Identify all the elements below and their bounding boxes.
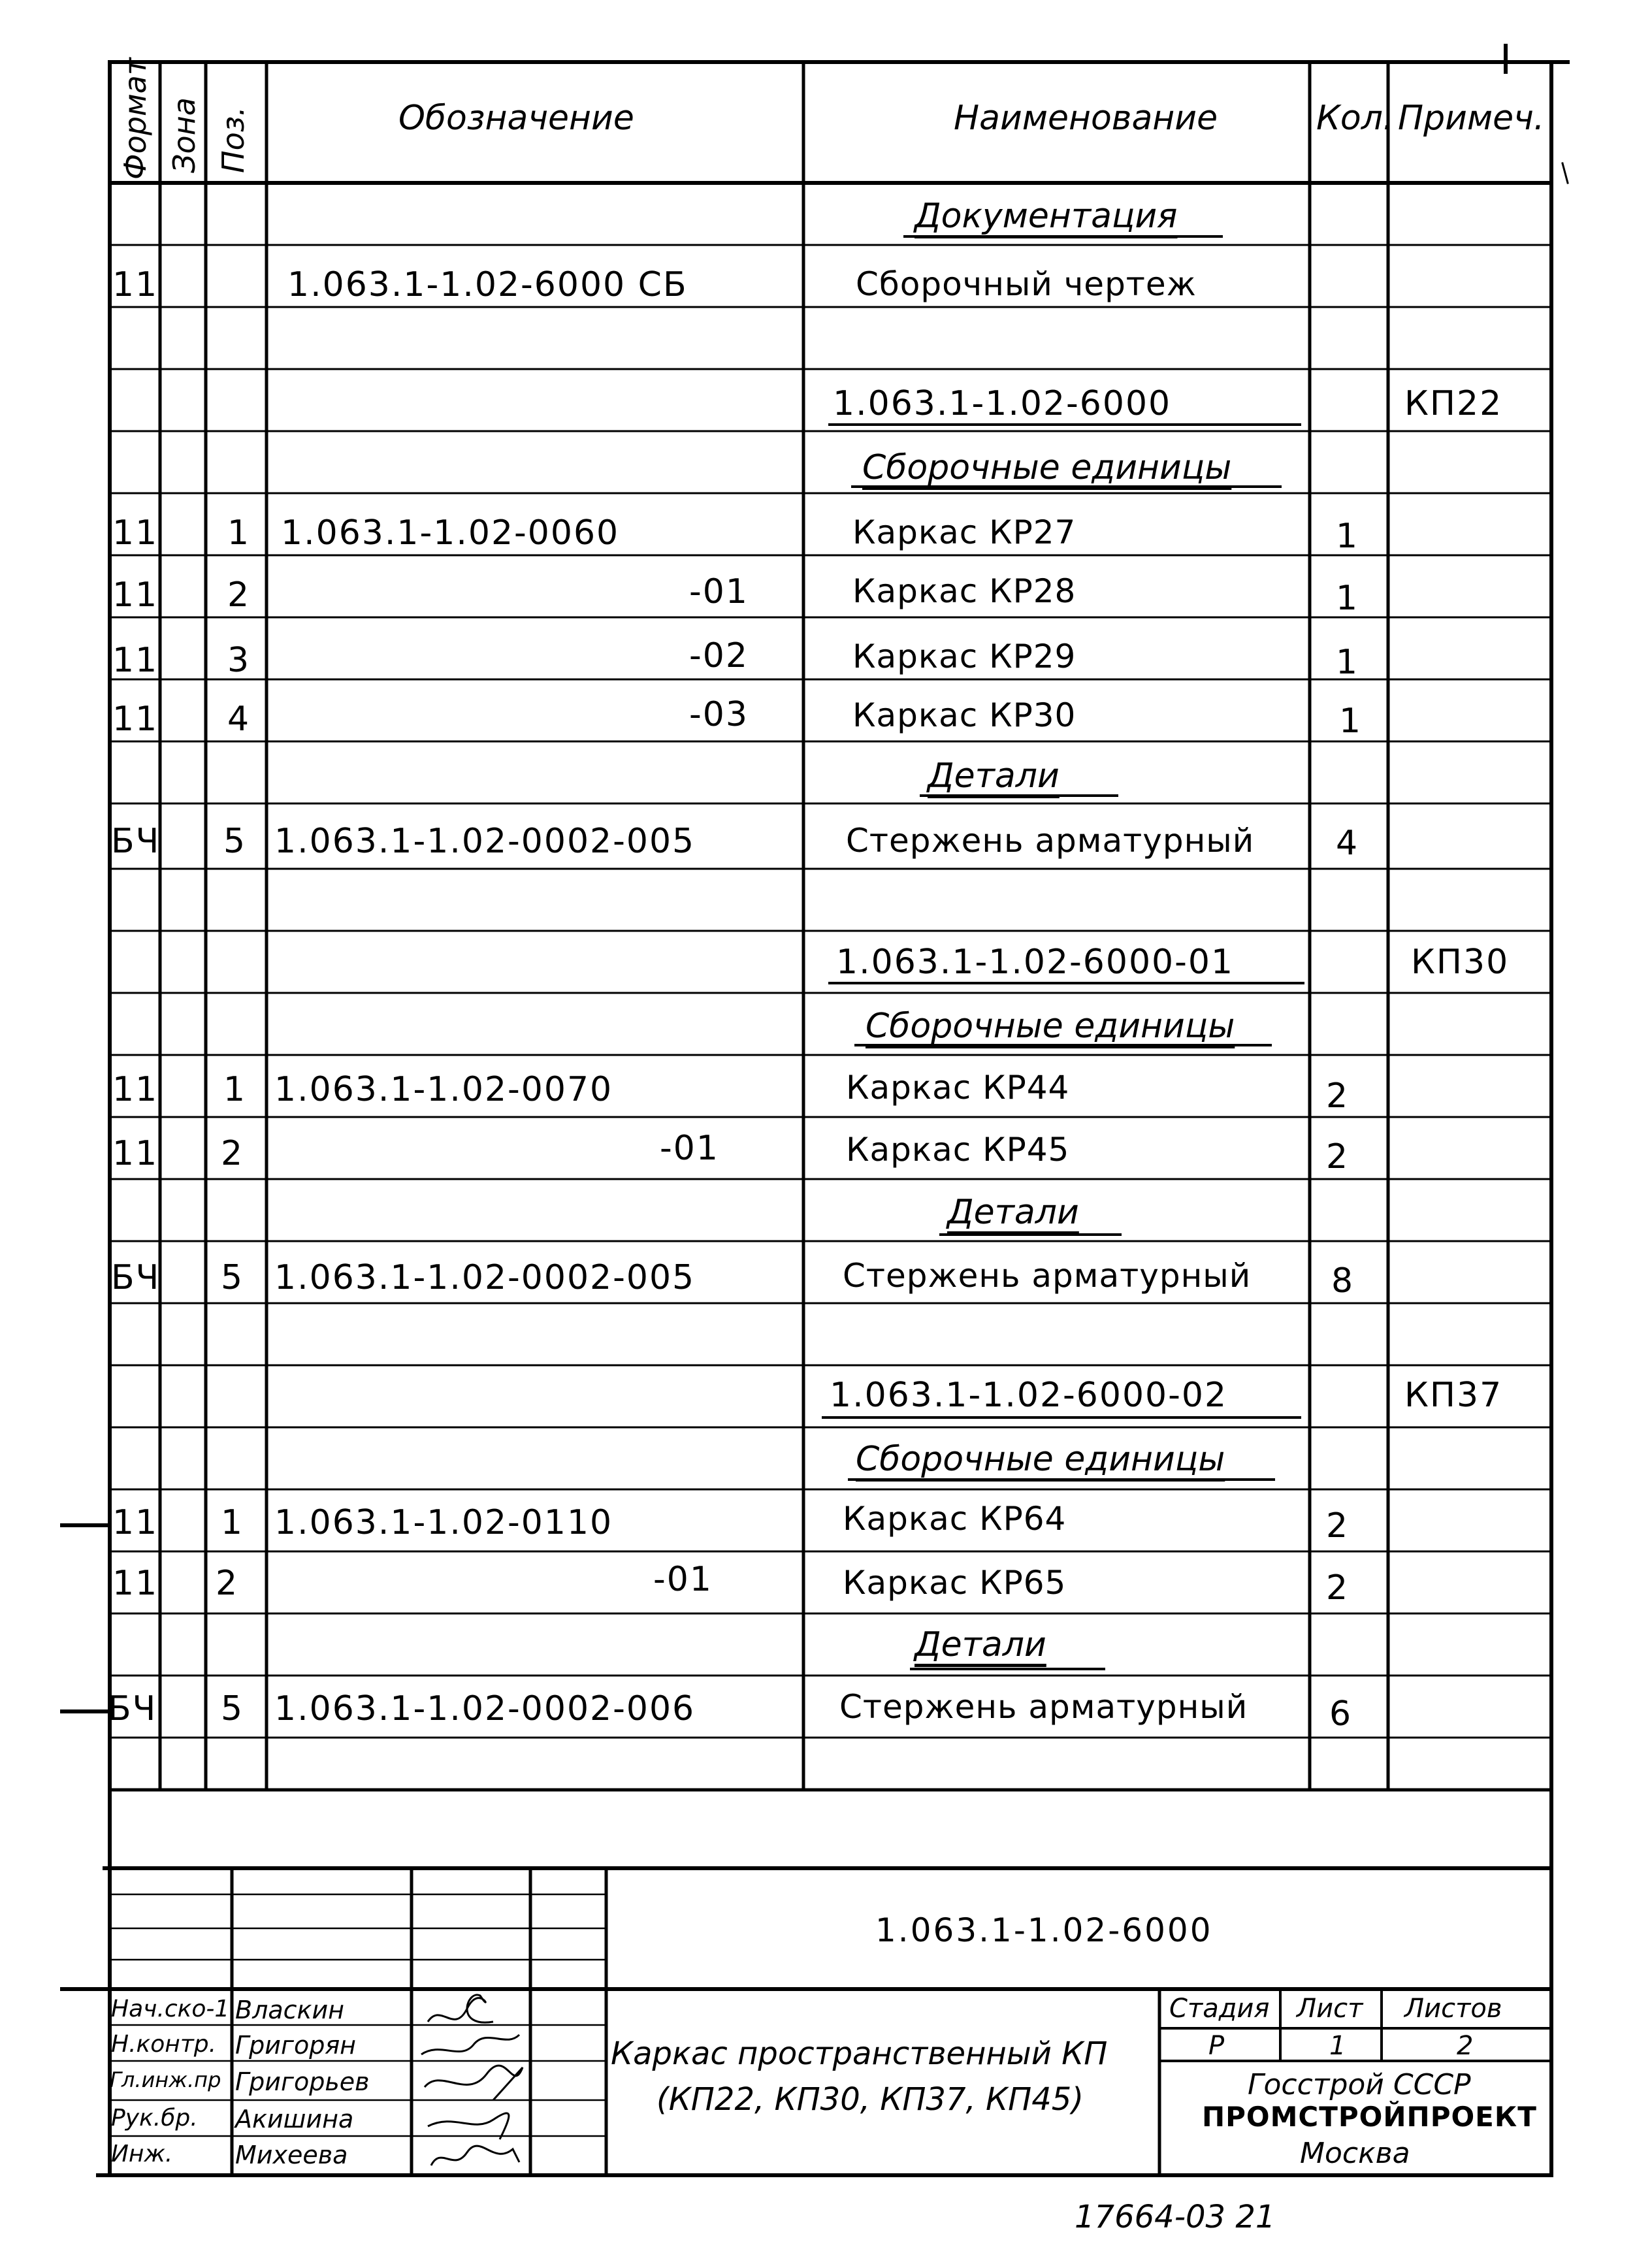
row-note: КП22 [1404, 384, 1503, 423]
section-title: Детали [928, 756, 1060, 796]
row-format: 11 [112, 1134, 159, 1173]
header-note: Примеч. [1398, 99, 1545, 138]
header-pos: Поз. [216, 106, 251, 173]
staff-person: Григорян [235, 2031, 357, 2060]
row-note: КП37 [1404, 1376, 1503, 1415]
org-line3: Москва [1300, 2137, 1410, 2170]
org-line2: ПРОМСТРОЙПРОЕКТ [1202, 2101, 1537, 2133]
row-format: БЧ [111, 822, 161, 861]
row-qty: 2 [1326, 1077, 1350, 1116]
sheets-label: Листов [1404, 1994, 1502, 2024]
section-title: Документация [915, 197, 1178, 236]
staff-role: Инж. [111, 2141, 173, 2167]
row-name: Каркас КР64 [843, 1500, 1067, 1538]
row-qty: 6 [1329, 1694, 1353, 1734]
doc-code: 1.063.1-1.02-6000 [875, 1911, 1213, 1949]
header-designation: Обозначение [398, 99, 634, 138]
row-format: 11 [112, 1564, 159, 1603]
row-designation: -01 [653, 1560, 713, 1599]
row-pos: 2 [216, 1564, 239, 1603]
row-designation: 1.063.1-1.02-6000 СБ [287, 265, 688, 304]
row-designation: 1.063.1-1.02-0060 [281, 513, 620, 553]
row-designation: 1.063.1-1.02-0002-005 [274, 1258, 696, 1297]
row-name: Каркас КР27 [852, 513, 1077, 551]
sheet-value: 1 [1329, 2031, 1346, 2061]
staff-person: Акишина [235, 2105, 354, 2133]
row-name: Сборочный чертеж [856, 265, 1197, 303]
header-zone: Зона [167, 97, 202, 173]
org-line1: Госстрой СССР [1248, 2068, 1471, 2101]
header-qty: Кол. [1316, 99, 1394, 138]
row-qty: 1 [1336, 579, 1359, 618]
variant-code: 1.063.1-1.02-6000-02 [830, 1376, 1228, 1415]
row-name: Стержень арматурный [839, 1688, 1248, 1726]
row-pos: 2 [221, 1134, 244, 1173]
row-name: Каркас КР65 [843, 1564, 1067, 1602]
staff-person: Власкин [235, 1996, 345, 2024]
row-pos: 1 [227, 513, 251, 553]
footer-stamp: 17664-03 21 [1075, 2199, 1276, 2235]
row-designation: 1.063.1-1.02-0002-005 [274, 822, 696, 861]
row-pos: 4 [227, 700, 251, 739]
section-title: Детали [947, 1193, 1079, 1232]
row-pos: 5 [221, 1689, 244, 1728]
row-name: Стержень арматурный [846, 822, 1255, 860]
row-name: Стержень арматурный [843, 1257, 1252, 1295]
section-title: Сборочные единицы [866, 1007, 1235, 1046]
staff-role: Нач.ско-1 [111, 1996, 230, 2022]
row-name: Каркас КР44 [846, 1069, 1070, 1107]
row-format: 11 [112, 1070, 159, 1109]
row-designation: 1.063.1-1.02-0002-006 [274, 1689, 696, 1728]
row-format: БЧ [108, 1689, 157, 1728]
row-qty: 1 [1336, 517, 1359, 556]
row-designation: -01 [660, 1129, 719, 1168]
row-qty: 1 [1339, 702, 1363, 741]
signature-scribbles [415, 1989, 529, 2175]
row-designation: -03 [689, 695, 749, 734]
variant-code: 1.063.1-1.02-6000 [833, 384, 1172, 423]
row-name: Каркас КР28 [852, 572, 1077, 610]
section-title: Сборочные единицы [862, 448, 1232, 487]
header-format: Формат [118, 57, 153, 180]
row-note: КП30 [1411, 943, 1510, 982]
row-pos: 3 [227, 641, 251, 680]
row-designation: -02 [689, 636, 749, 675]
staff-role: Рук.бр. [111, 2105, 198, 2131]
row-qty: 8 [1331, 1261, 1355, 1301]
row-pos: 1 [221, 1503, 244, 1542]
row-qty: 1 [1336, 643, 1359, 682]
row-designation: -01 [689, 572, 749, 611]
row-format: БЧ [111, 1258, 161, 1297]
sheets-value: 2 [1457, 2031, 1474, 2061]
header-name: Наименование [954, 99, 1218, 138]
row-name: Каркас КР30 [852, 696, 1077, 734]
section-title: Детали [915, 1625, 1046, 1664]
row-format: 11 [112, 1503, 159, 1542]
row-name: Каркас КР45 [846, 1131, 1070, 1169]
row-qty: 4 [1336, 824, 1359, 863]
row-format: 11 [112, 265, 159, 304]
row-pos: 5 [221, 1258, 244, 1297]
row-pos: 5 [223, 822, 247, 861]
doc-title-line1: Каркас пространственный КП [611, 2035, 1108, 2072]
row-format: 11 [112, 641, 159, 680]
section-title: Сборочные единицы [856, 1440, 1225, 1479]
row-format: 11 [112, 513, 159, 553]
staff-role: Н.контр. [111, 2031, 217, 2058]
sheet-label: Лист [1297, 1994, 1363, 2024]
row-pos: 2 [227, 575, 251, 615]
row-designation: 1.063.1-1.02-0070 [274, 1070, 613, 1109]
row-pos: 1 [223, 1070, 247, 1109]
row-qty: 2 [1326, 1506, 1350, 1546]
doc-title-line2: (КП22, КП30, КП37, КП45) [656, 2081, 1084, 2118]
staff-person: Михеева [235, 2141, 348, 2169]
row-format: 11 [112, 575, 159, 615]
row-designation: 1.063.1-1.02-0110 [274, 1503, 613, 1542]
variant-code: 1.063.1-1.02-6000-01 [836, 943, 1235, 982]
staff-role: Гл.инж.пр [110, 2067, 221, 2092]
row-format: 11 [112, 700, 159, 739]
row-qty: 2 [1326, 1137, 1350, 1176]
stage-value: Р [1208, 2031, 1225, 2061]
row-qty: 2 [1326, 1568, 1350, 1608]
row-name: Каркас КР29 [852, 638, 1077, 675]
stage-label: Стадия [1169, 1994, 1270, 2024]
staff-person: Григорьев [235, 2067, 370, 2096]
